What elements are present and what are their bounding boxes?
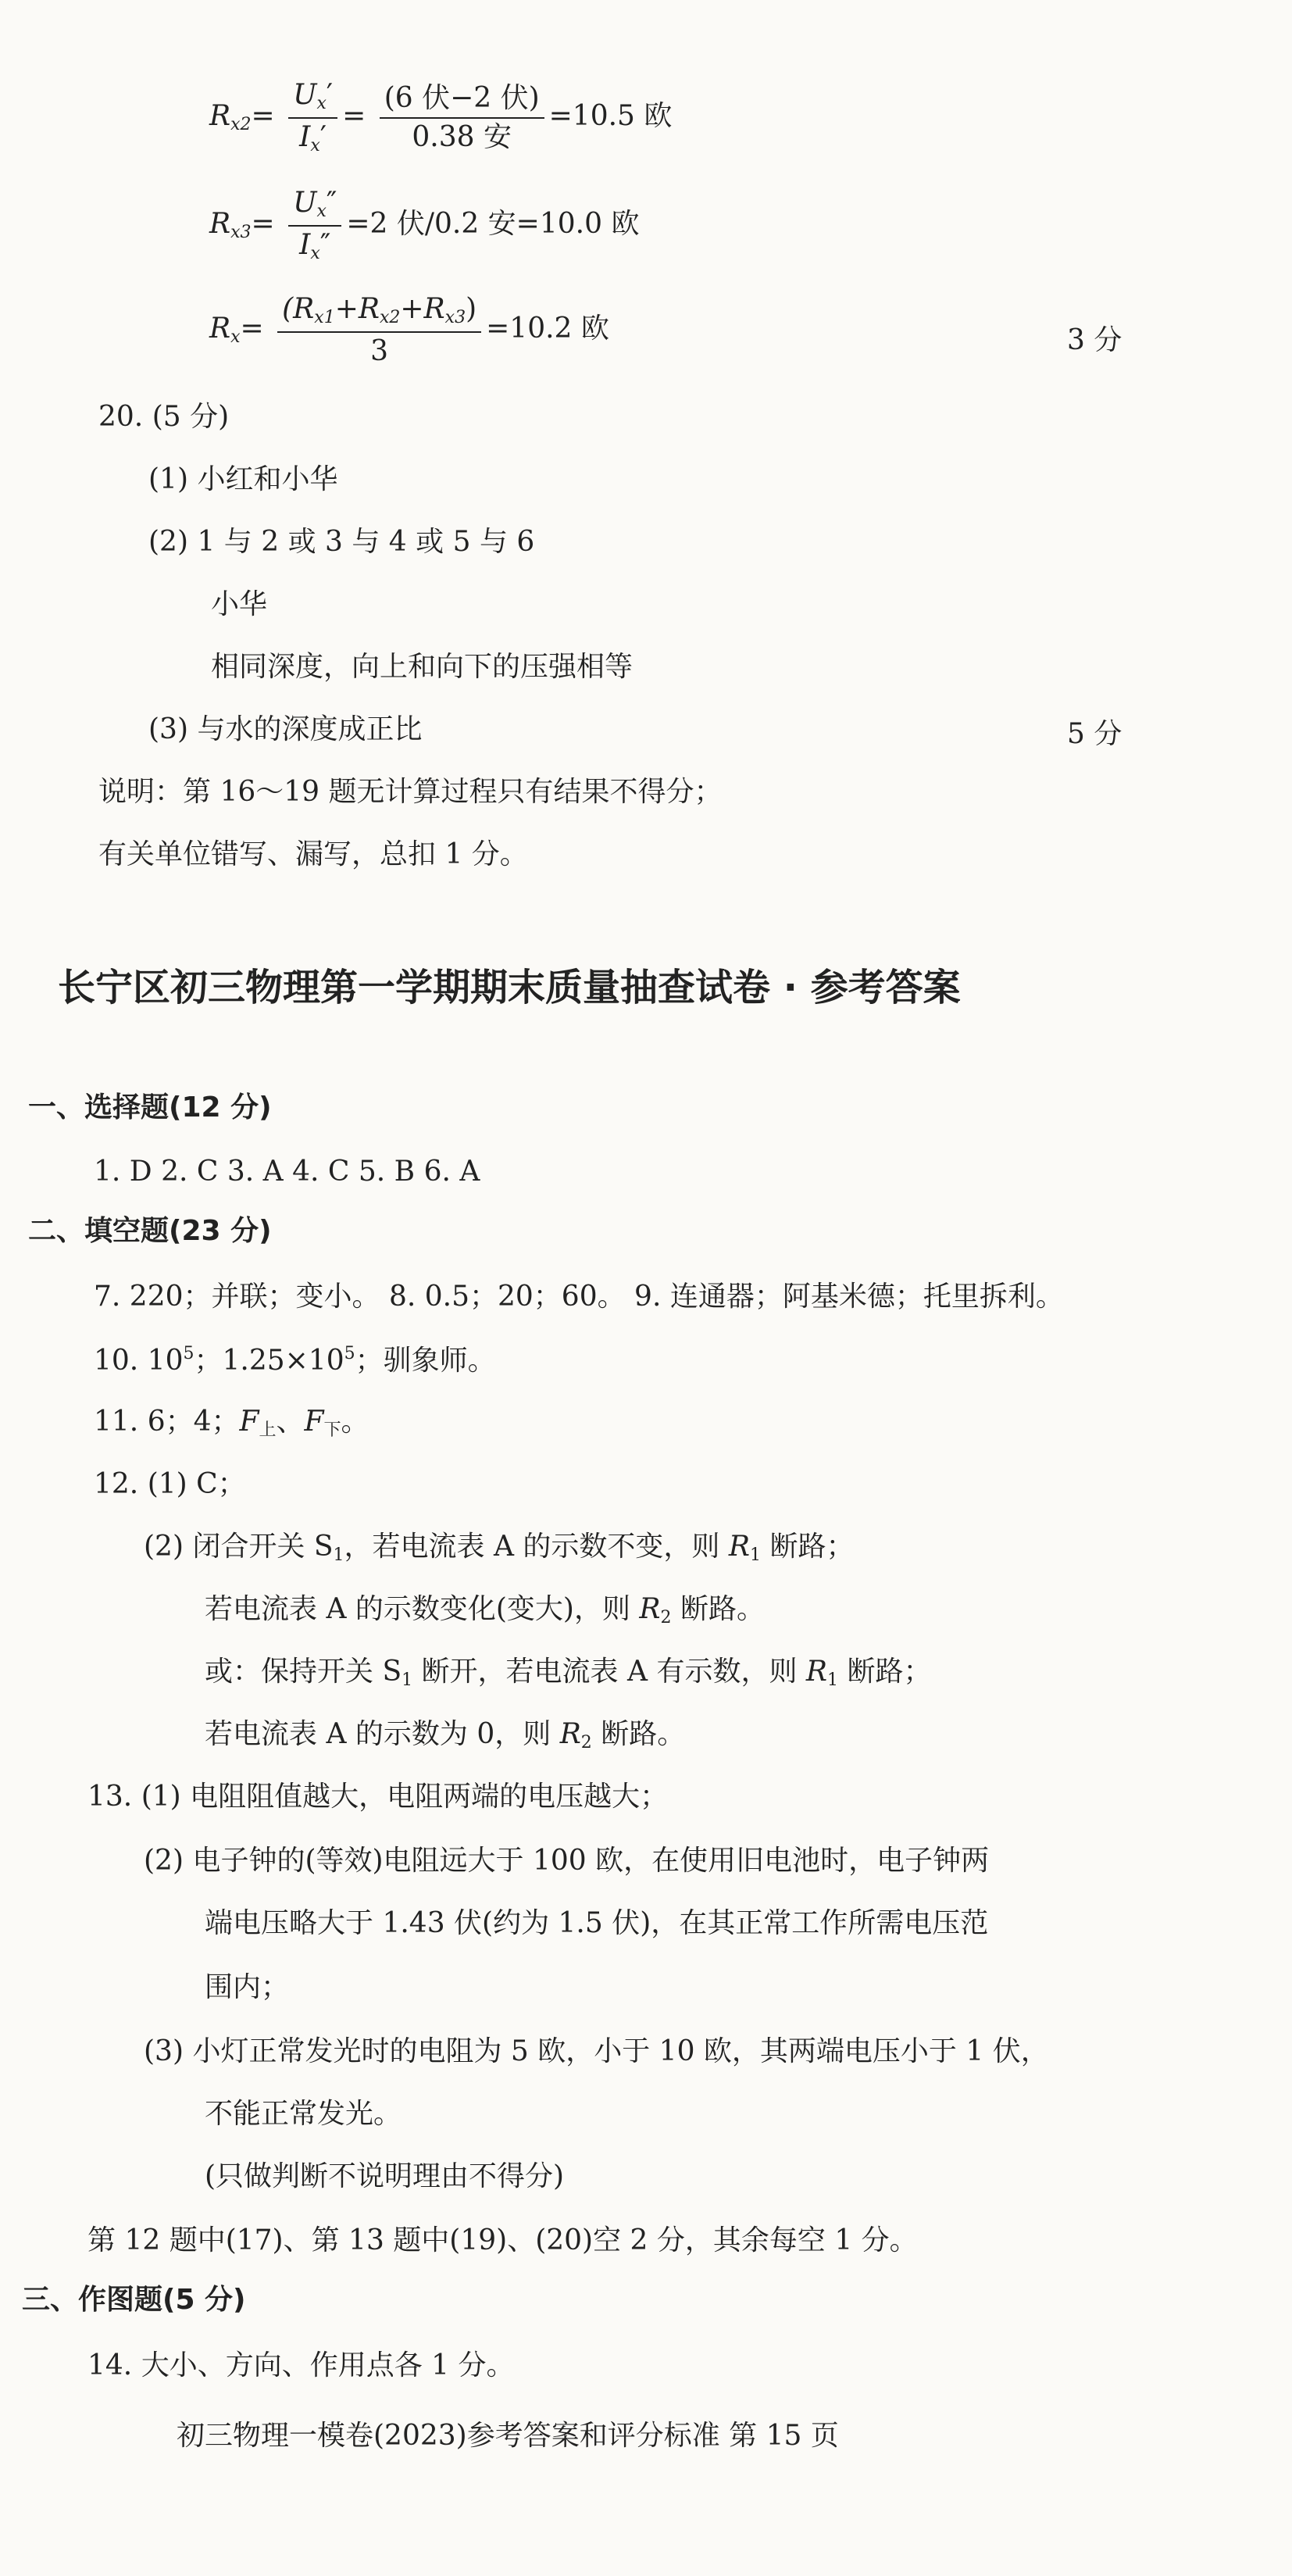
subscript: 上 [259, 1420, 277, 1440]
q13-answer-3c: (只做判断不说明理由不得分) [205, 2160, 565, 2192]
q20-answer-2: (2) 1 与 2 或 3 与 4 或 5 与 6 [148, 526, 535, 558]
fraction-average [277, 295, 481, 366]
q13-answer-2c: 围内； [205, 1971, 290, 2003]
text: 。 [341, 1406, 369, 1438]
score: 5 分 [1067, 718, 1122, 750]
text: 断开，若电流表 A 有示数，则 [412, 1656, 806, 1688]
var-r: R [209, 313, 231, 345]
part2-title: 二、填空题(23 分) [28, 1215, 272, 1247]
subscript: 2 [580, 1733, 592, 1752]
subscript: x2 [230, 115, 252, 134]
subscript: x3 [230, 223, 252, 242]
var-r: R [728, 1531, 750, 1563]
subscript: 1 [333, 1545, 344, 1565]
denominator: 3 [370, 335, 389, 367]
var-u: U [293, 79, 317, 111]
fraction [288, 189, 341, 263]
subscript: 1 [402, 1670, 413, 1690]
superscript: 5 [344, 1344, 355, 1363]
superscript: 5 [183, 1344, 195, 1363]
q13-answer-1: 13. (1) 电阻阻值越大，电阻两端的电压越大； [87, 1781, 669, 1813]
formula-rx3: $R_{x3}=$ $\frac{U_x''}{I_x''}$ =2 伏/0.2 安=10.0 欧 [209, 187, 640, 263]
score: 3 分 [1067, 324, 1122, 356]
text: ；驯象师。 [355, 1345, 496, 1377]
q20-answer-1: (1) 小红和小华 [148, 463, 338, 495]
part1-title: 一、选择题(12 分) [28, 1091, 272, 1124]
prime: ″ [319, 229, 331, 261]
text: 、 [276, 1406, 305, 1438]
subscript: x [230, 327, 241, 347]
numerator: (6 伏−2 伏) [380, 84, 544, 119]
var-u: U [293, 187, 317, 219]
var-f: F [239, 1406, 259, 1438]
formula-rx: $R_x=$ $\frac{(R_{x1}+R_{x2}+R_{x3})}{3}$ =10.2 欧 [209, 293, 609, 367]
fraction-values [380, 84, 544, 152]
q12-answer-3 [205, 1595, 765, 1627]
q7-9-answers: 7. 220；并联；变小。 8. 0.5；20；60。 9. 连通器；阿基米德；托里拆利。 [94, 1281, 1064, 1313]
var-r: R [209, 208, 231, 240]
subscript: x [316, 94, 327, 113]
q12-answer-1: 12. (1) C； [94, 1468, 246, 1500]
text: (2) 闭合开关 S [144, 1531, 334, 1563]
formula-rx2: $R_{x2}=$ $\frac{U_x'}{I_x'}$ = $\frac{\text{(6 伏−2 伏)}}{\text{0.38 安}}$ =10.5 欧 [209, 79, 673, 155]
prime: ″ [326, 187, 337, 219]
q12-answer-5 [205, 1720, 685, 1752]
subscript: x3 [444, 308, 466, 327]
text: 断路。 [591, 1718, 686, 1750]
prime: ′ [319, 121, 327, 153]
text: 若电流表 A 的示数为 0，则 [205, 1718, 560, 1750]
q13-answer-2a: (2) 电子钟的(等效)电阻远大于 100 欧，在使用旧电池时，电子钟两 [144, 1845, 990, 1877]
note-1: 说明：第 16～19 题无计算过程只有结果不得分； [98, 776, 723, 808]
subscript: 1 [827, 1670, 838, 1690]
q20-heading: 20. (5 分) [98, 401, 230, 433]
var-r: R [559, 1718, 581, 1750]
var-r: R [209, 100, 231, 132]
subscript: x1 [314, 308, 335, 327]
part3-title: 三、作图题(5 分) [22, 2284, 246, 2316]
subscript: x [310, 244, 320, 263]
q13-answer-2b: 端电压略大于 1.43 伏(约为 1.5 伏)，在其正常工作所需电压范 [205, 1907, 989, 1939]
text: 若电流表 A 的示数变化(变大)，则 [205, 1593, 640, 1625]
q10-answer [94, 1345, 496, 1375]
term: +R [400, 293, 445, 325]
text: 10. 10 [94, 1345, 184, 1377]
var-r: R [639, 1593, 661, 1625]
subscript: x [310, 136, 320, 155]
subscript: 下 [323, 1420, 341, 1440]
term: +R [334, 293, 380, 325]
q11-answer [94, 1408, 369, 1439]
text: 断路； [838, 1656, 932, 1688]
text: ；1.25×10 [194, 1345, 344, 1377]
var-r: R [805, 1656, 827, 1688]
q20-answer-3: (3) 与水的深度成正比 [148, 713, 423, 745]
subscript: x [316, 202, 327, 221]
q12-answer-2 [144, 1533, 854, 1564]
q13-answer-3a: (3) 小灯正常发光时的电阻为 5 欧，小于 10 欧，其两端电压小于 1 伏， [144, 2035, 1049, 2067]
prime: ′ [326, 79, 334, 111]
var-f: F [304, 1406, 324, 1438]
section-title: 长宁区初三物理第一学期期末质量抽查试卷 · 参考答案 [58, 966, 961, 1009]
var-i: I [299, 121, 311, 153]
term: ) [466, 293, 477, 325]
text: 11. 6；4； [94, 1406, 240, 1438]
subscript: 1 [750, 1545, 761, 1565]
q20-answer-2b: 小华 [211, 588, 268, 620]
q14-answer: 14. 大小、方向、作用点各 1 分。 [87, 2349, 515, 2381]
note-2: 有关单位错写、漏写，总扣 1 分。 [98, 838, 528, 870]
fraction [288, 81, 337, 155]
text: 断路。 [671, 1593, 765, 1625]
subscript: 2 [660, 1608, 672, 1627]
text: 或：保持开关 S [205, 1656, 402, 1688]
page-footer: 初三物理一模卷(2023)参考答案和评分标准 第 15 页 [177, 2420, 839, 2452]
text: ，若电流表 A 的示数不变，则 [344, 1531, 729, 1563]
denominator: 0.38 安 [412, 121, 512, 153]
result: =10.5 欧 [548, 100, 673, 132]
part1-answers: 1. D 2. C 3. A 4. C 5. B 6. A [94, 1156, 480, 1188]
q12-answer-4 [205, 1658, 931, 1689]
q20-answer-2c: 相同深度，向上和向下的压强相等 [211, 651, 634, 683]
text: 断路； [761, 1531, 855, 1563]
q13-answer-3b: 不能正常发光。 [205, 2098, 402, 2130]
result: =2 伏/0.2 安=10.0 欧 [346, 208, 640, 240]
subscript: x2 [379, 308, 401, 327]
q12-13-scoring-note: 第 12 题中(17)、第 13 题中(19)、(20)空 2 分，其余每空 1 分。 [87, 2224, 918, 2256]
var-i: I [299, 229, 311, 261]
term: (R [282, 293, 315, 325]
result: =10.2 欧 [486, 313, 609, 345]
